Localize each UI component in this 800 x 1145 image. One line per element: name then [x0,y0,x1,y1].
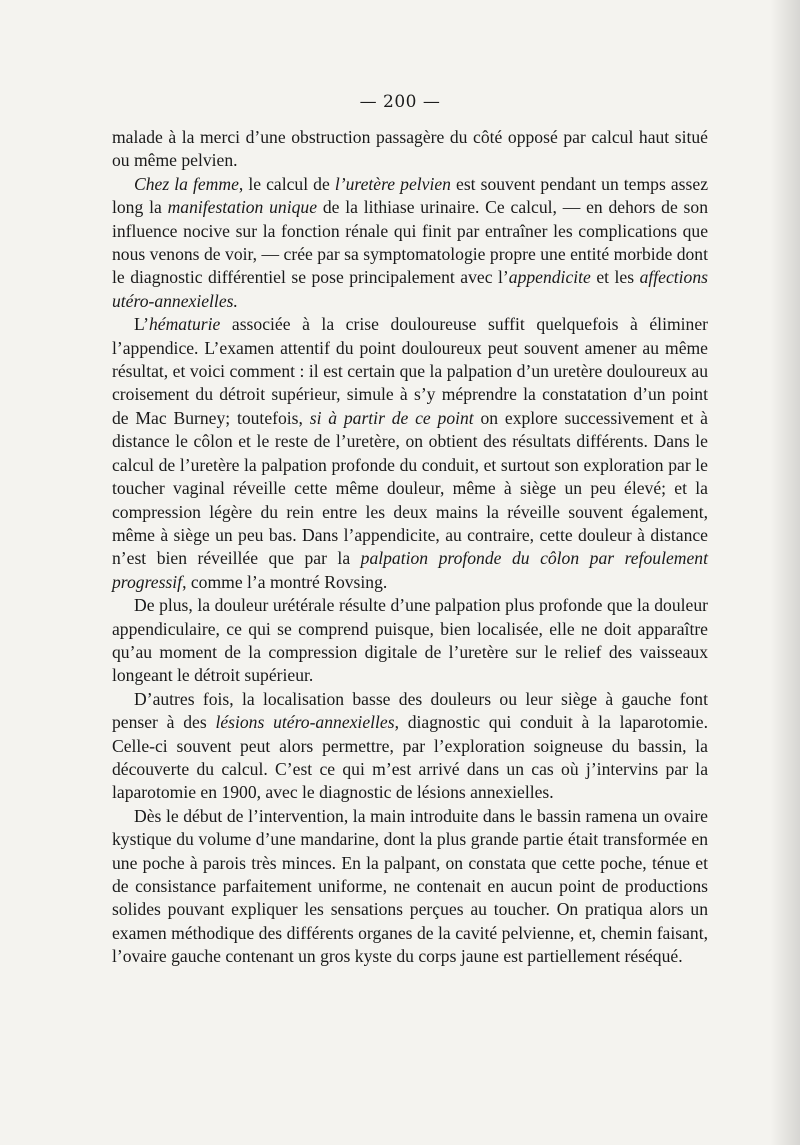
italic-run: lésions utéro-annexielles [215,712,395,733]
paragraph [112,594,708,688]
text-run: on explore successivement et à distance le côlon et le reste de l’uretère, on obtient des résultats différents. Dans le calcul de l’uretère la palpation profonde du conduit, et surtout son exploration par le toucher vaginal réveille cette même douleur, même à siège un peu élevé; et la compression légère du rein entre les deux mains la réveille souvent également, même à siège un peu bas. Dans l’appendicite, au contraire, cette douleur à distance n’est bien réveillée que par la [112,407,708,569]
paragraph [112,805,708,969]
text-run: , comme l’a montré Rovsing. [182,571,388,592]
text-run: est souvent pendant un temps assez long la [112,173,708,218]
text-run: , diagnostic qui conduit à la laparotomie. Celle-ci souvent peut alors permettre, par l’exploration soigneuse du bassin, la découverte du calcul. C’est ce qui m’est arrivé dans un cas où j’intervins par la laparotomie en 1900, avec le diagnostic de lésions annexielles. [112,712,708,803]
text-run: malade à la merci d’une obstruction passagère du côté opposé par calcul haut situé ou même pelvien. [112,127,708,171]
binding-shadow [770,0,800,1145]
italic-run: appendicite [508,267,591,288]
text-run: Dès le début de l’intervention, la main introduite dans le bassin ramena un ovaire kystique du volume d’une mandarine, dont la plus grande partie était transformée en une poche à parois très minces. En la palpant, on constata que cette poche, ténue et de consistance parfaitement uniforme, ne contenait en aucun point de productions solides pouvant expliquer les sensations perçues au toucher. On pratiqua alors un examen méthodique des différents organes de la cavité pelvienne, et, chemin faisant, l’ovaire gauche contenant un gros kyste du corps jaune est partiellement réséqué. [112,805,708,967]
italic-run: manifestation unique [167,197,318,218]
italic-run: palpation profonde du côlon par refoulement progressif [112,548,708,592]
italic-run: hématurie [149,314,221,335]
paragraph [112,688,708,805]
paragraph [112,313,708,594]
text-run: L’ [134,314,149,335]
paragraph [112,126,708,173]
italic-run: l’uretère pelvien [334,173,451,194]
page-number: — 200 — [359,92,441,112]
text-run: et les [590,267,640,288]
text-run: de la lithiase urinaire. Ce calcul, — en dehors de son influence nocive sur la fonction rénale qui finit par entraîner les complications que nous venons de voir, — crée par sa symptomatologie propre une entité morbide dont le diagnostic différentiel se pose principalement avec l’ [112,197,709,288]
text-run: De plus, la douleur urétérale résulte d’une palpation plus profonde que la douleur appendiculaire, ce qui se comprend puisque, bien localisée, elle ne doit apparaître qu’au moment de la compression digitale de l’uretère sur le relief des vaisseaux longeant le détroit supérieur. [112,595,708,686]
italic-run: si à partir de ce point [309,407,474,428]
italic-run: Chez la femme [134,173,239,194]
text-run: associée à la crise douloureuse suffit quelquefois à éliminer l’appendice. L’examen attentif du point douloureux peut souvent amener au même résultat, et voici comment : il est certain que la palpation d’un uretère douloureux au croisement du détroit supérieur, simule à s’y méprendre la constatation d’un point de Mac Burney; toutefois, [112,314,708,428]
text-run: , le calcul de [238,173,335,194]
paragraph [112,173,708,313]
italic-run: affections utéro-annexielles. [112,267,709,311]
text-run: D’autres fois, la localisation basse des douleurs ou leur siège à gauche font penser à des [112,688,708,733]
body-text [112,126,708,969]
